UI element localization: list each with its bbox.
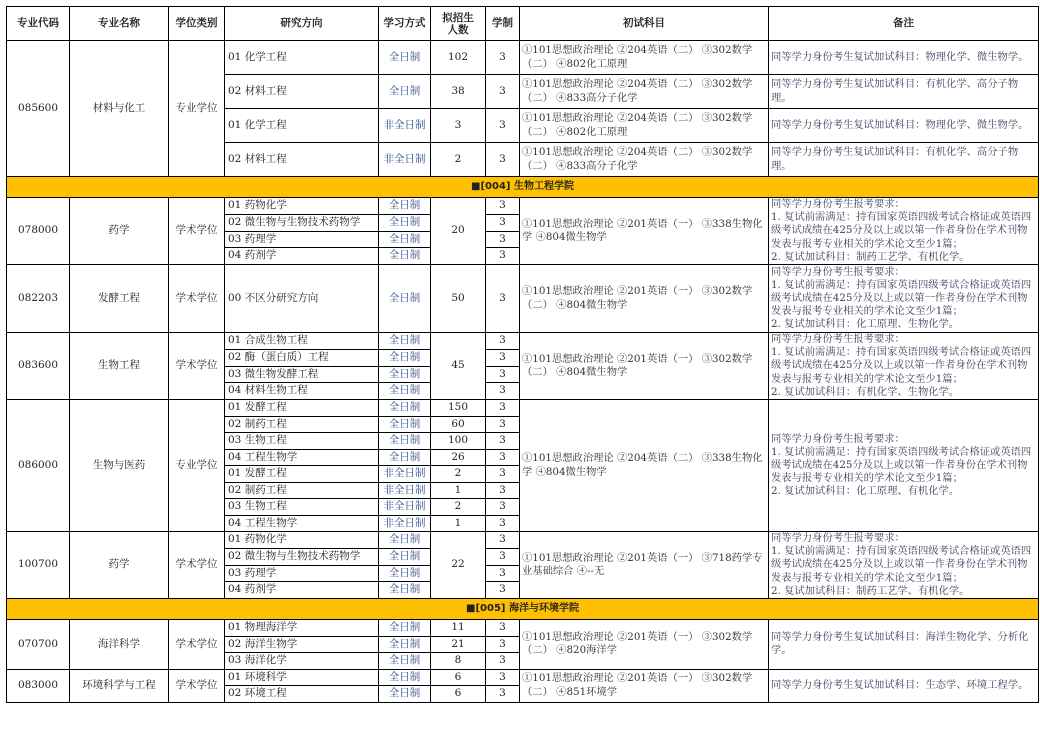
enrollment-quota: 2 [431, 466, 486, 483]
enrollment-quota: 60 [431, 416, 486, 433]
enrollment-quota: 6 [431, 669, 486, 686]
enrollment-quota: 3 [431, 109, 486, 143]
research-direction: 02 微生物与生物技术药物学 [225, 548, 379, 565]
table-row [7, 41, 1039, 75]
exam-subjects: ①101思想政治理论 ②201英语（一） ③718药学专业基础综合 ④--无 [520, 532, 769, 599]
college-title: ■[004] 生物工程学院 [7, 177, 1039, 198]
program-name: 生物与医药 [70, 400, 169, 532]
study-mode: 非全日制 [379, 499, 431, 516]
study-years: 3 [486, 499, 520, 516]
study-mode: 全日制 [379, 214, 431, 231]
program-name: 材料与化工 [70, 41, 169, 177]
study-years: 3 [486, 482, 520, 499]
study-mode: 非全日制 [379, 482, 431, 499]
research-direction: 02 制药工程 [225, 416, 379, 433]
table-row [7, 620, 1039, 637]
remarks: 同等学力身份考生报考要求： 1. 复试前需满足：持有国家英语四级考试合格证或英语四级考试成绩在425分及以上或以第一作者身份在学术刊物发表与报考专业相关的学术论文至少1篇； 2. 复试加试科目：化工原理、生物化学。 [769, 265, 1039, 333]
study-mode: 全日制 [379, 198, 431, 215]
study-years: 3 [486, 231, 520, 248]
enrollment-quota: 102 [431, 41, 486, 75]
research-direction: 03 海洋化学 [225, 653, 379, 670]
header-years: 学制 [486, 7, 520, 41]
header-mode: 学习方式 [379, 7, 431, 41]
remarks: 同等学力身份考生报考要求： 1. 复试前需满足：持有国家英语四级考试合格证或英语四级考试成绩在425分及以上或以第一作者身份在学术刊物发表与报考专业相关的学术论文至少1篇； 2. 复试加试科目：化工原理、有机化学。 [769, 400, 1039, 532]
study-mode: 全日制 [379, 265, 431, 333]
research-direction: 03 生物工程 [225, 433, 379, 450]
research-direction: 01 发酵工程 [225, 400, 379, 417]
research-direction: 04 材料生物工程 [225, 383, 379, 400]
header-degree: 学位类别 [169, 7, 225, 41]
study-years: 3 [486, 686, 520, 703]
study-years: 3 [486, 383, 520, 400]
program-name: 药学 [70, 532, 169, 599]
study-years: 3 [486, 109, 520, 143]
degree-type: 学术学位 [169, 265, 225, 333]
study-years: 3 [486, 466, 520, 483]
study-mode: 全日制 [379, 231, 431, 248]
research-direction: 01 发酵工程 [225, 466, 379, 483]
degree-type: 学术学位 [169, 620, 225, 670]
table-row [7, 333, 1039, 350]
study-years: 3 [486, 366, 520, 383]
study-years: 3 [486, 333, 520, 350]
exam-subjects: ①101思想政治理论 ②204英语（二） ③302数学（二） ④802化工原理 [520, 41, 769, 75]
table-row [7, 265, 1039, 333]
research-direction: 02 环境工程 [225, 686, 379, 703]
exam-subjects: ①101思想政治理论 ②201英语（一） ③302数学（二） ④851环境学 [520, 669, 769, 702]
program-name: 药学 [70, 198, 169, 265]
study-mode: 全日制 [379, 349, 431, 366]
exam-subjects: ①101思想政治理论 ②201英语（一） ③302数学（二） ④820海洋学 [520, 620, 769, 670]
study-mode: 全日制 [379, 366, 431, 383]
exam-subjects: ①101思想政治理论 ②201英语（一） ③302数学（二） ④804微生物学 [520, 333, 769, 400]
remarks: 同等学力身份考生复试加试科目：海洋生物化学、分析化学。 [769, 620, 1039, 670]
study-mode: 全日制 [379, 548, 431, 565]
degree-type: 学术学位 [169, 333, 225, 400]
study-mode: 非全日制 [379, 515, 431, 532]
program-code: 086000 [7, 400, 70, 532]
study-mode: 非全日制 [379, 109, 431, 143]
study-mode: 全日制 [379, 686, 431, 703]
enrollment-quota: 2 [431, 499, 486, 516]
study-years: 3 [486, 265, 520, 333]
study-mode: 全日制 [379, 653, 431, 670]
study-years: 3 [486, 548, 520, 565]
research-direction: 02 材料工程 [225, 143, 379, 177]
study-years: 3 [486, 416, 520, 433]
study-years: 3 [486, 582, 520, 599]
research-direction: 03 药理学 [225, 565, 379, 582]
remarks: 同等学力身份考生复试加试科目：物理化学、微生物学。 [769, 109, 1039, 143]
program-name: 生物工程 [70, 333, 169, 400]
exam-subjects: ①101思想政治理论 ②204英语（二） ③302数学（二） ④833高分子化学 [520, 143, 769, 177]
research-direction: 04 药剂学 [225, 582, 379, 599]
study-mode: 全日制 [379, 669, 431, 686]
enrollment-quota: 11 [431, 620, 486, 637]
enrollment-quota: 21 [431, 636, 486, 653]
research-direction: 02 材料工程 [225, 75, 379, 109]
research-direction: 00 不区分研究方向 [225, 265, 379, 333]
header-quota: 拟招生 人数 [431, 7, 486, 41]
study-mode: 全日制 [379, 75, 431, 109]
research-direction: 02 酶（蛋白质）工程 [225, 349, 379, 366]
header-remark: 备注 [769, 7, 1039, 41]
table-row [7, 669, 1039, 686]
college-band [7, 177, 1039, 198]
enrollment-quota: 38 [431, 75, 486, 109]
research-direction: 01 合成生物工程 [225, 333, 379, 350]
header-code: 专业代码 [7, 7, 70, 41]
enrollment-quota: 1 [431, 482, 486, 499]
program-code: 082203 [7, 265, 70, 333]
study-mode: 全日制 [379, 433, 431, 450]
study-mode: 全日制 [379, 383, 431, 400]
exam-subjects: ①101思想政治理论 ②204英语（二） ③302数学（二） ④802化工原理 [520, 109, 769, 143]
enrollment-quota: 20 [431, 198, 486, 265]
program-code: 085600 [7, 41, 70, 177]
study-mode: 全日制 [379, 333, 431, 350]
study-years: 3 [486, 400, 520, 417]
study-mode: 全日制 [379, 565, 431, 582]
header-direction: 研究方向 [225, 7, 379, 41]
remarks: 同等学力身份考生报考要求： 1. 复试前需满足：持有国家英语四级考试合格证或英语四级考试成绩在425分及以上或以第一作者身份在学术刊物发表与报考专业相关的学术论文至少1篇； 2. 复试加试科目：有机化学、生物化学。 [769, 333, 1039, 400]
exam-subjects: ①101思想政治理论 ②204英语（二） ③338生物化学 ④804微生物学 [520, 400, 769, 532]
study-mode: 非全日制 [379, 143, 431, 177]
degree-type: 学术学位 [169, 669, 225, 702]
research-direction: 03 药理学 [225, 231, 379, 248]
research-direction: 01 药物化学 [225, 198, 379, 215]
research-direction: 04 工程生物学 [225, 515, 379, 532]
study-mode: 全日制 [379, 400, 431, 417]
study-years: 3 [486, 620, 520, 637]
study-mode: 全日制 [379, 449, 431, 466]
remarks: 同等学力身份考生复试加试科目：生态学、环境工程学。 [769, 669, 1039, 702]
program-name: 环境科学与工程 [70, 669, 169, 702]
exam-subjects: ①101思想政治理论 ②201英语（一） ③338生物化学 ④804微生物学 [520, 198, 769, 265]
program-code: 078000 [7, 198, 70, 265]
study-mode: 全日制 [379, 636, 431, 653]
program-code: 070700 [7, 620, 70, 670]
remarks: 同等学力身份考生复试加试科目：有机化学、高分子物理。 [769, 143, 1039, 177]
table-body [7, 41, 1039, 703]
study-years: 3 [486, 248, 520, 265]
research-direction: 02 制药工程 [225, 482, 379, 499]
research-direction: 01 环境科学 [225, 669, 379, 686]
enrollment-quota: 26 [431, 449, 486, 466]
study-mode: 全日制 [379, 41, 431, 75]
study-years: 3 [486, 433, 520, 450]
research-direction: 01 化学工程 [225, 41, 379, 75]
enrollment-quota: 50 [431, 265, 486, 333]
enrollment-quota: 22 [431, 532, 486, 599]
study-years: 3 [486, 449, 520, 466]
program-code: 100700 [7, 532, 70, 599]
table-row [7, 532, 1039, 549]
study-years: 3 [486, 214, 520, 231]
table-row [7, 198, 1039, 215]
enrollment-quota: 100 [431, 433, 486, 450]
table-row [7, 400, 1039, 417]
research-direction: 04 药剂学 [225, 248, 379, 265]
enrollment-quota: 8 [431, 653, 486, 670]
degree-type: 学术学位 [169, 532, 225, 599]
study-mode: 全日制 [379, 620, 431, 637]
study-years: 3 [486, 669, 520, 686]
degree-type: 学术学位 [169, 198, 225, 265]
research-direction: 02 海洋生物学 [225, 636, 379, 653]
research-direction: 01 化学工程 [225, 109, 379, 143]
program-name: 发酵工程 [70, 265, 169, 333]
study-years: 3 [486, 565, 520, 582]
enrollment-quota: 2 [431, 143, 486, 177]
study-years: 3 [486, 41, 520, 75]
study-years: 3 [486, 653, 520, 670]
remarks: 同等学力身份考生复试加试科目：物理化学、微生物学。 [769, 41, 1039, 75]
study-mode: 全日制 [379, 582, 431, 599]
study-years: 3 [486, 349, 520, 366]
study-years: 3 [486, 143, 520, 177]
enrollment-quota: 1 [431, 515, 486, 532]
degree-type: 专业学位 [169, 400, 225, 532]
header-name: 专业名称 [70, 7, 169, 41]
study-years: 3 [486, 636, 520, 653]
program-code: 083000 [7, 669, 70, 702]
study-years: 3 [486, 532, 520, 549]
study-years: 3 [486, 198, 520, 215]
exam-subjects: ①101思想政治理论 ②204英语（二） ③302数学（二） ④833高分子化学 [520, 75, 769, 109]
study-mode: 全日制 [379, 532, 431, 549]
remarks: 同等学力身份考生报考要求： 1. 复试前需满足：持有国家英语四级考试合格证或英语四级考试成绩在425分及以上或以第一作者身份在学术刊物发表与报考专业相关的学术论文至少1篇； 2. 复试加试科目：制药工艺学、有机化学。 [769, 198, 1039, 265]
research-direction: 02 微生物与生物技术药物学 [225, 214, 379, 231]
header-row [7, 7, 1039, 41]
research-direction: 03 生物工程 [225, 499, 379, 516]
study-mode: 非全日制 [379, 466, 431, 483]
program-name: 海洋科学 [70, 620, 169, 670]
remarks: 同等学力身份考生复试加试科目：有机化学、高分子物理。 [769, 75, 1039, 109]
header-exam: 初试科目 [520, 7, 769, 41]
program-code: 083600 [7, 333, 70, 400]
enrollment-quota: 6 [431, 686, 486, 703]
enrollment-table [6, 6, 1039, 703]
study-years: 3 [486, 515, 520, 532]
research-direction: 04 工程生物学 [225, 449, 379, 466]
enrollment-quota: 150 [431, 400, 486, 417]
enrollment-quota: 45 [431, 333, 486, 400]
exam-subjects: ①101思想政治理论 ②201英语（一） ③302数学（二） ④804微生物学 [520, 265, 769, 333]
college-band [7, 599, 1039, 620]
remarks: 同等学力身份考生报考要求： 1. 复试前需满足：持有国家英语四级考试合格证或英语四级考试成绩在425分及以上或以第一作者身份在学术刊物发表与报考专业相关的学术论文至少1篇； 2. 复试加试科目：制药工艺学、有机化学。 [769, 532, 1039, 599]
study-years: 3 [486, 75, 520, 109]
degree-type: 专业学位 [169, 41, 225, 177]
research-direction: 03 微生物发酵工程 [225, 366, 379, 383]
research-direction: 01 药物化学 [225, 532, 379, 549]
study-mode: 全日制 [379, 416, 431, 433]
study-mode: 全日制 [379, 248, 431, 265]
college-title: ■[005] 海洋与环境学院 [7, 599, 1039, 620]
research-direction: 01 物理海洋学 [225, 620, 379, 637]
